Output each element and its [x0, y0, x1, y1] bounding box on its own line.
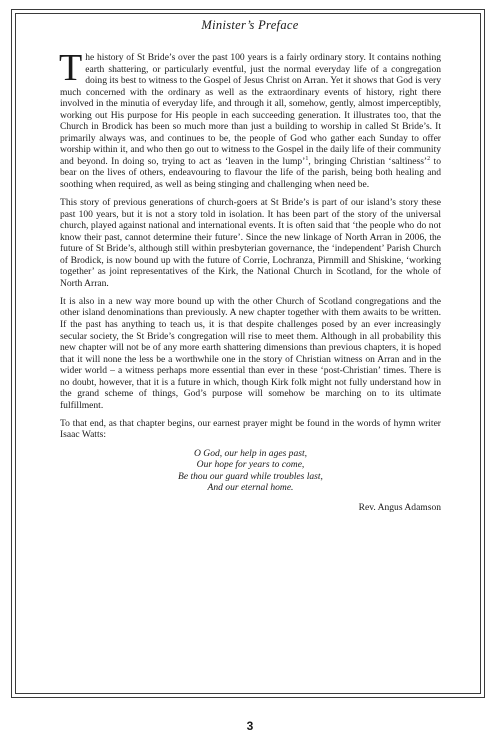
footnote-ref-2: 2 [427, 155, 431, 162]
drop-cap: T [59, 47, 83, 89]
paragraph-4: To that end, as that chapter begins, our earnest prayer might be found in the words of hymn writer Isaac Watts: [60, 417, 441, 441]
preface-body [59, 47, 441, 513]
page-number: 3 [246, 719, 254, 733]
hymn-line-2: Our hope for years to come, [196, 459, 305, 471]
paragraph-1-text-3: to bear on the lives of others, endeavouring to flavour the life of the parish, being both healing and soothing when required, as well as being stinging and challenging when need be. [60, 155, 441, 191]
paragraph-1-text: he history of St Bride’s over the past 100 years is a fairly ordinary story. It contains nothing earth shattering, or particularly eventful, just the normal everyday life of a congregation doing its best to witness to the Gospel of Jesus Christ on Arran. Yet it shows that God is very much concerned with the ordinary as well as the extraordinary events of history, right there involved in the minutia of everyday life, and through it all, somehow, gently, almost imperceptibly, working out His purpose for His people in each succeeding generation. It illustrates too, that the Church in Brodick has been so much more than just a building to worship in called St Bride’s. It primarily always was, and continues to be, the people of God who gather each Sunday to offer worship within it, and who then go out to witness to the Gospel in the daily life of their community and beyond. In doing so, trying to act as ‘leaven in the lump’ [60, 52, 441, 167]
hymn-line-4: And our eternal home. [207, 482, 294, 494]
hymn-line-3: Be thou our guard while troubles last, [178, 470, 323, 482]
signature: Rev. Angus Adamson [358, 501, 441, 513]
paragraph-1 [59, 47, 441, 191]
hymn-line-1: O God, our help in ages past, [194, 447, 307, 459]
page-title: Minister’s Preface [201, 18, 299, 32]
paragraph-1-text-2: , bringing Christian ‘saltiness’ [308, 155, 428, 167]
paragraph-3: It is also in a new way more bound up with the other Church of Scotland congregations and the other island denominations than previously. A new chapter together with them awaits to be written. If the past has anything to teach us, it is that despite challenges posed by an ever increasingly secular society, the St Bride’s congregation will rise to meet them. Although in all probability this new chapter will not be of any more earth shattering dimensions than previous chapters, it is hoped that it will none the less be a worthwhile one in the story of Christian witness on Arran and in the wider world – a witness perhaps more essential than ever in these ‘post-Christian’ times. There is no doubt, however, that it is a future in which, though Kirk folk might not fully understand how in the grand scheme of things, God’s purpose will somehow be marching on to its ultimate fulfillment. [60, 295, 441, 411]
paragraph-2: This story of previous generations of church-goers at St Bride’s is part of our island’s story these past 100 years, but it is not a story told in isolation. It has been part of the story of the universal church, played against national and international events. It is often said that ‘the people who do not know their past, cannot determine their future’. Since the new linkage of North Arran in 2006, the future of St Bride’s, although still within presbyterian governance, the ‘independent’ Parish Church of Brodick, is now bound up with the future of Corrie, Lochranza, Pirnmill and Shiskine, ‘working together’ as joint representatives of the Kirk, the National Church in Scotland, for the whole of North Arran. [60, 197, 441, 289]
footnote-ref-1: 1 [305, 155, 309, 162]
hymn-verse [60, 448, 441, 494]
